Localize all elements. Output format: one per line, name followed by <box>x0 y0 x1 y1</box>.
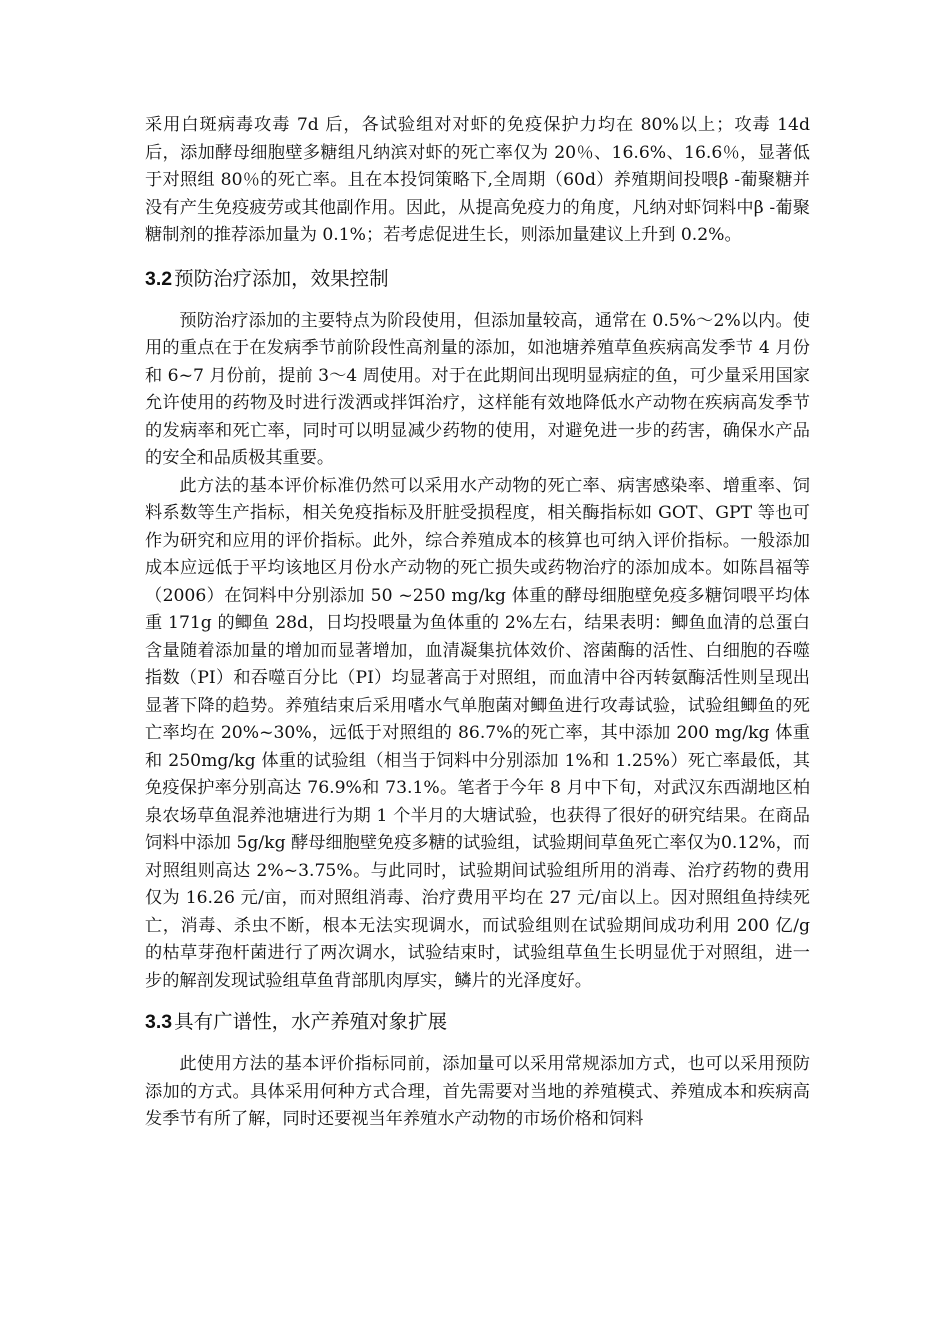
body-paragraph: 此方法的基本评价标准仍然可以采用水产动物的死亡率、病害感染率、增重率、饲料系数等生产指标，相关免疫指标及肝脏受损程度，相关酶指标如 GOT、GPT 等也可作为研究和应用的评价指标。此外，综合养殖成本的核算也可纳入评价指标。一般添加成本应远低于平均该地区月份水产动物的死亡损失或药物治疗的添加成本。如陈昌福等（2006）在饲料中分别添加 50 ~250 mg/kg 体重的酵母细胞壁免疫多糖饲喂平均体重 171g 的鲫鱼 28d，日均投喂量为鱼体重的 2%左右，结果表明：鲫鱼血清的总蛋白含量随着添加量的增加而显著增加，血清凝集抗体效价、溶菌酶的活性、白细胞的吞噬指数（PI）和吞噬百分比（PI）均显著高于对照组，而血清中谷丙转氨酶活性则呈现出显著下降的趋势。养殖结束后采用嗜水气单胞菌对鲫鱼进行攻毒试验，试验组鲫鱼的死亡率均在 20%~30%，远低于对照组的 86.7%的死亡率，其中添加 200 mg/kg 体重和 250mg/kg 体重的试验组（相当于饲料中分别添加 1%和 1.25%）死亡率最低，其免疫保护率分别高达 76.9%和 73.1%。笔者于今年 8 月中下旬，对武汉东西湖地区柏泉农场草鱼混养池塘进行为期 1 个半月的大塘试验，也获得了很好的研究结果。在商品饲料中添加 5g/kg 酵母细胞壁免疫多糖的试验组，试验期间草鱼死亡率仅为0.12%，而对照组则高达 2%~3.75%。与此同时，试验期间试验组所用的消毒、治疗药物的费用仅为 16.26 元/亩，而对照组消毒、治疗费用平均在 27 元/亩以上。因对照组鱼持续死亡，消毒、杀虫不断，根本无法实现调水，而试验组则在试验期间成功利用 200 亿/g 的枯草芽孢杆菌进行了两次调水，试验结束时，试验组草鱼生长明显优于对照组，进一步的解剖发现试验组草鱼背部肌肉厚实，鳞片的光泽度好。 <box>145 475 810 991</box>
section-title: 预防治疗添加，效果控制 <box>174 266 389 290</box>
section-number: 3.2 <box>145 267 173 290</box>
body-paragraph: 预防治疗添加的主要特点为阶段使用，但添加量较高，通常在 0.5%～2%以内。使用的重点在于在发病季节前阶段性高剂量的添加，如池塘养殖草鱼疾病高发季节 4 月份和 6~7 月份前，提前 3～4 周使用。对于在此期间出现明显病症的鱼，可少量采用国家允许使用的药物及时进行泼洒或拌饵治疗，这样能有效地降低水产动物在疾病高发季节的发病率和死亡率，同时可以明显减少药物的使用，对避免进一步的药害，确保水产品的安全和品质极其重要。 <box>145 310 810 468</box>
body-paragraph: 采用白斑病毒攻毒 7d 后，各试验组对对虾的免疫保护力均在 80%以上；攻毒 14d 后，添加酵母细胞壁多糖组凡纳滨对虾的死亡率仅为 20％、16.6%、16.6％，显著低于对照组 80％的死亡率。且在本投饲策略下,全周期（60d）养殖期间投喂β -葡聚糖并没有产生免疫疲劳或其他副作用。因此，从提高免疫力的角度，凡纳对虾饲料中β -葡聚糖制剂的推荐添加量为 0.1%；若考虑促进生长，则添加量建议上升到 0.2%。 <box>145 115 810 245</box>
body-paragraph: 此使用方法的基本评价指标同前，添加量可以采用常规添加方式，也可以采用预防添加的方式。具体采用何种方式合理，首先需要对当地的养殖模式、养殖成本和疾病高发季节有所了解，同时还要视当年养殖水产动物的市场价格和饲料 <box>145 1054 810 1129</box>
section-number: 3.3 <box>145 1011 173 1033</box>
section-title: 具有广谱性，水产养殖对象扩展 <box>174 1010 448 1033</box>
section-heading <box>145 264 810 294</box>
section-heading <box>145 1007 810 1037</box>
document-body <box>145 112 810 1134</box>
